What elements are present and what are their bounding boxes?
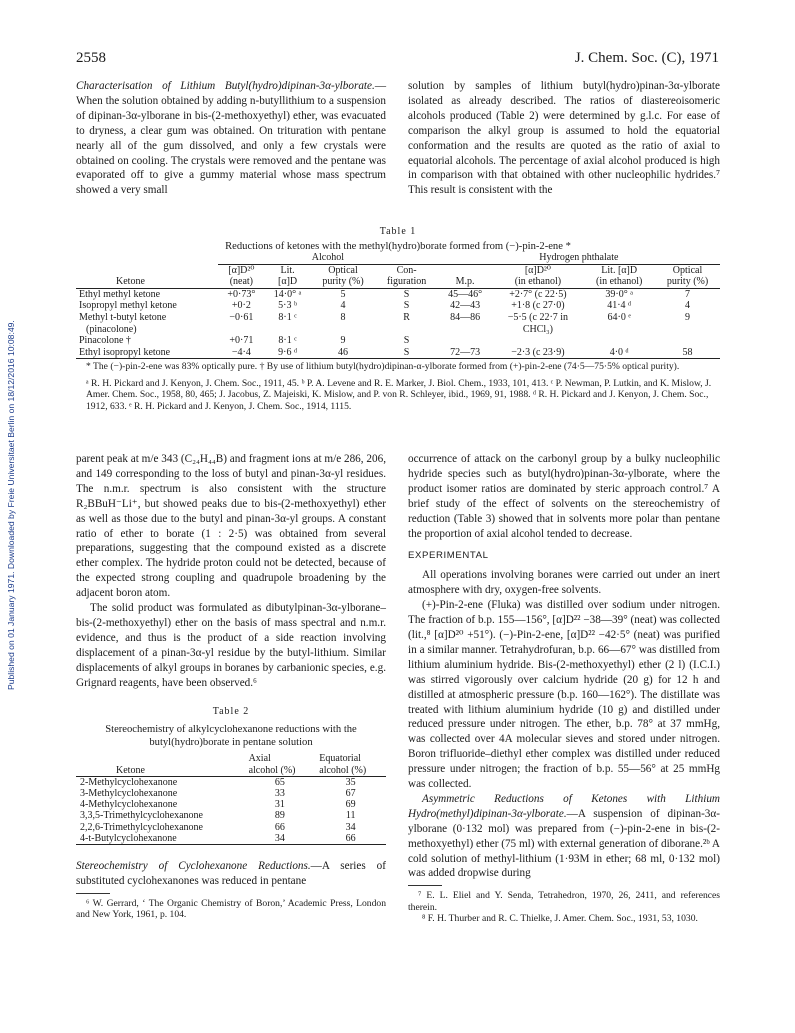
page-number: 2558 — [76, 50, 106, 66]
table-row — [76, 300, 720, 312]
footnote-6 — [76, 898, 386, 921]
table-cell-lit-eth: 64·0 ᵉ — [607, 311, 631, 323]
table-cell-lit: 8·1 ᶜ — [278, 335, 297, 347]
experimental-heading: EXPERIMENTAL — [408, 550, 489, 562]
table-cell-ketone: Methyl t-butyl ketone — [79, 311, 167, 323]
table-cell-lit-eth: 39·0° ᵃ — [605, 288, 633, 300]
t2-cell-axial: 34 — [274, 832, 285, 844]
col-config-sub: figuration — [386, 276, 427, 288]
table-cell-purity-h: 58 — [682, 346, 693, 358]
characterisation-body: —When the solution obtained by adding n-butyllithium to a suspension of dipinan-3α-ylborane in bis-(2-methoxyethyl) ether, was evacuated to dryness, a clear gum was obtained. On trituration with pentane nearly all of the gum dissolved, and only a few crystals were obtained on cooling. The crystals were removed and the pentane was evaporated off to give a gummy material whose mass spectrum showed a very small — [76, 80, 386, 197]
characterisation-paragraph — [76, 79, 386, 198]
table-2-grid — [76, 753, 386, 845]
col-lit: Lit. — [280, 264, 295, 276]
table-cell-mp: 45—46° — [448, 288, 483, 300]
attack-paragraph: occurrence of attack on the carbonyl group by a bulky nucleophilic hydride species such as butyl(hydro)pinan-3α-ylborate, where the product isomer ratios are dominated by steric approach control.⁷ A brief study of the effect of solvents on the stereochemistry of reduction (Table 3) showed that in solvents more polar than pentane the proportion of axial alcohol tended to decrease. — [408, 453, 720, 540]
table-2-caption: Stereochemistry of alkylcyclohexanone reductions with the butyl(hydro)borate in pentane solution — [105, 724, 357, 749]
asymmetric-body: —A suspension of dipinan-3α-ylborane (0·132 mol) was prepared from (−)-pin-2-ene in bis-(2-methoxyethyl) ether (75 ml) with external generation of diborane.²ᵇ A cold solution of methyl-lithium (1·93M in ether; 68 ml, 0·132 mol) was added dropwise during — [408, 807, 720, 880]
t2-col-axial: Axial — [248, 753, 271, 765]
t2-cell-axial: 65 — [274, 776, 285, 788]
table-cell-lit-eth: 41·4 ᵈ — [607, 300, 632, 312]
table-cell-mp: 84—86 — [450, 311, 481, 323]
solid-product-paragraph: The solid product was formulated as dibutylpinan-3α-ylborane–bis-(2-methoxyethyl) ether on the basis of mass spectral and n.m.r. evidence, and thus is the product of a side reaction involving displacement of a pinan-3α-yl residue by the butyl-lithium. Similar displacements of alkyl groups in boranes by carbanionic species, e.g. Grignard reagents, have been observed.⁶ — [76, 602, 386, 689]
table-cell-rot — [218, 324, 265, 336]
table-cell-rot: −4·4 — [231, 346, 251, 358]
table-row — [76, 810, 386, 821]
t2-cell-ketone: 4-t-Butylcyclohexanone — [80, 832, 177, 844]
table-cell-rot-eth — [492, 335, 583, 347]
table-cell-mp — [438, 324, 493, 336]
table-cell-ketone: Ethyl methyl ketone — [79, 288, 161, 300]
group-phthalate: Hydrogen phthalate — [539, 252, 619, 263]
table-cell-config: S — [403, 300, 410, 312]
table-cell-lit-eth — [583, 335, 655, 347]
table-cell-lit-eth: 4·0 ᵈ — [609, 346, 629, 358]
table-cell-ketone: Ethyl isopropyl ketone — [79, 346, 171, 358]
table-row — [76, 776, 386, 788]
t2-cell-eq: 34 — [345, 821, 356, 833]
col-rot-ethanol: [α]D²⁰ — [524, 264, 551, 276]
table-cell-purity-h — [655, 335, 720, 347]
cyclohexanone-heading: Stereochemistry of Cyclohexanone Reductions. — [76, 860, 311, 873]
table-cell-purity — [311, 324, 376, 336]
t2-cell-ketone: 3,3,5-Trimethylcyclohexanone — [80, 810, 203, 822]
watermark-text: Published on 01 January 1971. Downloaded by Freie Universitaet Berlin on 18/12/2016 10:08:49. — [6, 320, 16, 690]
cyclohexanone-paragraph — [76, 859, 386, 889]
table-cell-lit: 9·6 ᵈ — [278, 346, 298, 358]
table-cell-rot: +0·2 — [231, 300, 251, 312]
table-cell-rot-eth: −5·5 (c 22·7 in — [507, 311, 569, 323]
t2-col-eq-sub: alcohol (%) — [319, 764, 367, 776]
table-cell-config — [375, 324, 437, 336]
table-cell-purity: 46 — [338, 346, 349, 358]
journal-header: J. Chem. Soc. (C), 1971 — [574, 50, 719, 66]
t2-cell-ketone: 4-Methylcyclohexanone — [80, 799, 178, 811]
table-cell-lit: 5·3 ᵇ — [278, 300, 298, 312]
col-ketone: Ketone — [116, 276, 145, 288]
t2-cell-axial: 33 — [274, 788, 285, 800]
table-cell-lit: 14·0° ᵃ — [273, 288, 302, 300]
asymmetric-heading: Asymmetric Reductions of Ketones with Lithium Hydro(methyl)dipinan-3α-ylborate. — [408, 792, 720, 820]
table-cell-rot: +0·71 — [229, 335, 254, 347]
table-row — [76, 312, 720, 324]
col-rot-neat-sub: (neat) — [229, 276, 254, 288]
table-1-footnote — [76, 361, 720, 372]
table-row — [76, 833, 386, 845]
t2-col-ketone: Ketone — [116, 764, 145, 776]
col-optical-h: Optical — [672, 264, 703, 276]
footnote-8-text: ⁸ F. H. Thurber and R. C. Thielke, J. Amer. Chem. Soc., 1931, 53, 1030. — [422, 913, 698, 925]
table-cell-ketone: Pinacolone † — [79, 335, 131, 347]
table-row — [76, 288, 720, 300]
table-row — [76, 347, 720, 359]
t2-cell-eq: 35 — [345, 776, 356, 788]
mass-spec-paragraph: parent peak at m/e 343 (C₂₄H₄₄B) and fragment ions at m/e 286, 206, and 149 corresponding to the loss of butyl and pinan-3α-yl residues. The n.m.r. spectrum is also consistent with the structure R₂BBuH⁻Li⁺, but showed peaks due to bis-(2-methoxyethyl) ether as well as those due to the butyl and pinan-3α-yl groups. A constant ratio of ether to borate (1 : 2·5) was obtained from several preparations, suggesting that the compound existed as a discrete ether complex. The hydride proton could not be detected, because of the expected strong coupling and quadrupole broadening by the adjacent boron atom. — [76, 453, 386, 600]
table-row — [76, 799, 386, 810]
col-lit-sub: [α]D — [278, 276, 298, 288]
t2-col-eq: Equatorial — [319, 753, 361, 765]
table-cell-config: S — [403, 288, 410, 300]
footnotes-right — [408, 890, 720, 924]
col-rot-ethanol-sub: (in ethanol) — [514, 276, 562, 288]
t2-cell-eq: 69 — [345, 799, 356, 811]
t2-col-axial-sub: alcohol (%) — [248, 764, 296, 776]
table-cell-purity-h: 4 — [685, 300, 691, 312]
table-cell-ketone: (pinacolone) — [86, 323, 137, 335]
table-row — [76, 335, 720, 347]
table-cell-config: S — [403, 346, 410, 358]
footnote-rule — [76, 893, 110, 894]
footnote-7-text: ⁷ E. L. Eliel and Y. Senda, Tetrahedron, 1970, 26, 2411, and references therein. — [408, 890, 720, 913]
group-alcohol: Alcohol — [311, 252, 344, 263]
t2-cell-eq: 11 — [345, 810, 356, 822]
table-cell-purity-h — [655, 324, 720, 336]
table-cell-rot-eth: +1·8 (c 27·0) — [511, 300, 565, 312]
table-2 — [76, 705, 386, 846]
pinene-paragraph: (+)-Pin-2-ene (Fluka) was distilled over sodium under nitrogen. The fraction of b.p. 155—156°, [α]D²² −38—39° (neat) was collected (lit.,⁸ [α]D²⁰ +51°). (−)-Pin-2-ene, [α]D²² −42·5° (neat) was purified in a similar manner. Tetrahydrofuran, b.p. 66—67° was distilled from lithium aluminium hydride. Bis-(2-methoxyethyl) ether (2 l) (I.C.I.) was stirred vigorously over calcium hydride (20 g) for 12 h and distilled at atmospheric pressure (b.p. 160—162°). The distillate was treated with lithium aluminium hydride (10 g) and distilled under reduced pressure under nitrogen. The ether, b.p. 78° at 37 mmHg, was collected over 4A molecular sieves and stored under nitrogen. Boron trifluoride–diethyl ether complex was distilled under reduced pressure under nitrogen; the fraction of b.p. 55—56° at 25 mmHg was collected. — [408, 599, 720, 791]
col-optical-sub: purity (%) — [322, 276, 364, 288]
table-cell-rot: −0·61 — [229, 311, 254, 323]
bottom-right-column — [408, 452, 720, 925]
col-mp: M.p. — [455, 276, 475, 288]
table-1 — [76, 226, 720, 412]
table-cell-purity: 4 — [340, 300, 346, 312]
table-cell-rot-eth: −2·3 (c 23·9) — [511, 346, 565, 358]
cyclohexanone-body: —A series of substituted cyclohexanones was reduced in pentane — [76, 860, 386, 887]
download-watermark — [6, 130, 20, 690]
col-lit-ethanol-sub: (in ethanol) — [596, 276, 643, 288]
table-cell-mp: 42—43 — [450, 300, 481, 312]
top-left-column — [76, 79, 386, 198]
table-1-caption: Reductions of ketones with the methyl(hydro)borate formed from (−)-pin-2-ene * — [225, 241, 571, 252]
table-cell-purity: 9 — [340, 335, 346, 347]
table-cell-purity: 5 — [340, 288, 346, 300]
asymmetric-paragraph — [408, 792, 720, 881]
t2-cell-axial: 66 — [274, 821, 285, 833]
table-cell-config: R — [403, 311, 410, 323]
t2-cell-axial: 31 — [274, 799, 285, 811]
table-cell-ketone: Isopropyl methyl ketone — [79, 300, 177, 312]
col-config: Con- — [396, 264, 417, 276]
col-lit-ethanol: Lit. [α]D — [601, 264, 638, 276]
operations-paragraph: All operations involving boranes were carried out under an inert atmosphere with dry, oxygen-free solvents. — [408, 569, 720, 597]
table-cell-purity: 8 — [340, 311, 346, 323]
t2-cell-eq: 66 — [345, 832, 356, 844]
table-cell-lit-eth — [583, 324, 655, 336]
col-optical: Optical — [328, 264, 358, 276]
table-1-footnote-text: * The (−)-pin-2-ene was 83% optically pure. † By use of lithium butyl(hydro)dipinan-α-ylborate formed from (+)-pin-2-ene (74·5—75·5% optical purity). — [86, 361, 680, 373]
table-cell-purity-h: 9 — [685, 311, 691, 323]
col-rot-neat: [α]D²⁰ — [228, 264, 255, 276]
col-optical-h-sub: purity (%) — [666, 276, 709, 288]
table-1-title: Table 1 — [379, 226, 417, 237]
table-cell-rot: +0·73° — [227, 288, 256, 300]
bottom-left-column — [76, 452, 386, 921]
footnote-6-text: ⁶ W. Gerrard, ‘ The Organic Chemistry of Boron,’ Academic Press, London and New York, 1961, p. 104. — [76, 897, 386, 921]
table-row — [76, 324, 720, 336]
table-cell-rot-eth: +2·7° (c 22·5) — [509, 288, 567, 300]
table-1-grid — [76, 252, 720, 359]
t2-cell-eq: 67 — [345, 788, 356, 800]
t2-cell-ketone: 2-Methylcyclohexanone — [80, 776, 178, 788]
t2-cell-ketone: 2,2,6-Trimethylcyclohexanone — [80, 821, 203, 833]
t2-cell-ketone: 3-Methylcyclohexanone — [80, 788, 178, 800]
table-cell-purity-h: 7 — [685, 288, 691, 300]
footnote-rule-right — [408, 885, 442, 886]
table-cell-config: S — [403, 335, 410, 347]
table-1-references: ᵃ R. H. Pickard and J. Kenyon, J. Chem. Soc., 1911, 45. ᵇ P. A. Levene and R. E. Marker, J. Biol. Chem., 1933, 101, 413. ᶜ P. Newman, P. Lutkin, and K. Mislow, J. Amer. Chem. Soc., 1958, 80, 465; J. Jacobus, Z. Majeiski, K. Mislow, and P. von R. Schleyer, ibid., 1969, 91, 1988. ᵈ R. H. Pickard and J. Kenyon, J. Chem. Soc., 1912, 633. ᵉ R. H. Pickard and J. Kenyon, J. Chem. Soc., 1914, 1115. — [86, 377, 712, 412]
continued-paragraph: solution by samples of lithium butyl(hydro)pinan-3α-ylborate isolated as already described. The ratios of diastereoisomeric alcohols produced (Table 2) were determined by g.l.c. For ease of comparison the alkyl group is assumed to hold the equatorial conformation and the results are quoted as the ratio of axial to equatorial alcohols. The percentage of axial alcohol produced is high in comparison with that obtained with other nucleophilic hydrides.⁷ This result is consistent with the — [408, 80, 720, 197]
table-cell-mp — [438, 335, 493, 347]
characterisation-heading: Characterisation of Lithium Butyl(hydro)dipinan-3α-ylborate. — [76, 80, 375, 92]
table-2-title: Table 2 — [212, 705, 250, 717]
t2-cell-axial: 89 — [274, 810, 285, 822]
table-cell-mp: 72—73 — [450, 346, 481, 358]
table-cell-rot-eth: CHCl₃) — [522, 323, 553, 335]
table-row — [76, 788, 386, 799]
table-cell-lit — [265, 324, 311, 336]
top-right-column — [408, 79, 720, 198]
table-row — [76, 822, 386, 833]
table-cell-lit: 8·1 ᶜ — [278, 311, 297, 323]
